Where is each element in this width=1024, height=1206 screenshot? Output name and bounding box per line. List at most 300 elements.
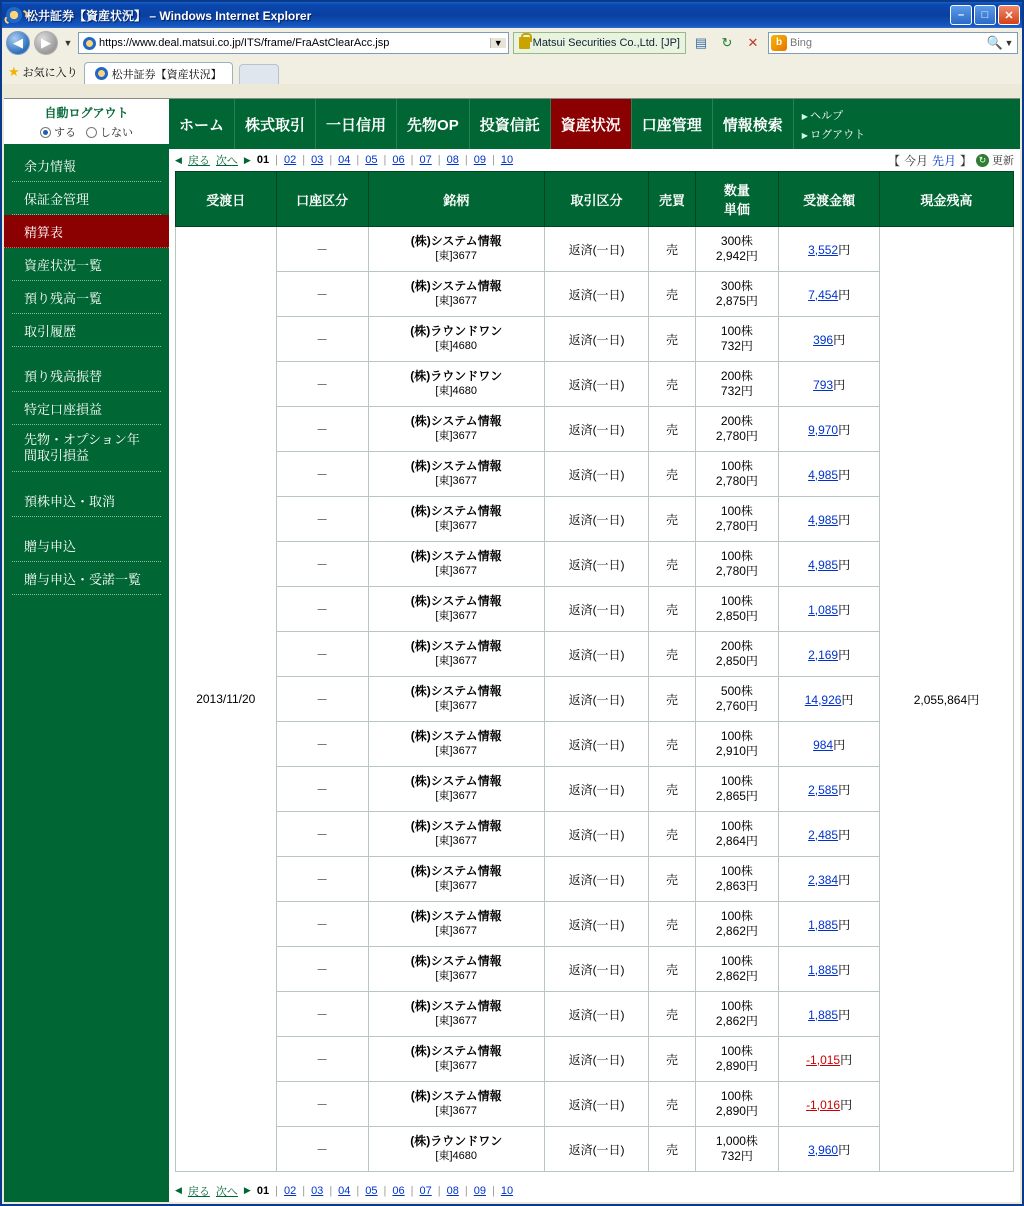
pager-page-08-bottom[interactable]: 08 [446,1184,459,1197]
logout-link[interactable]: ▶ ログアウト [802,126,865,142]
pager-page-09[interactable]: 09 [473,154,486,166]
cell-buy-sell: 売 [649,587,695,632]
unit-price: 2,850円 [715,609,758,623]
issue-name: (株)システム情報 [410,1044,502,1059]
cell-trade-type: 返済(一日) [544,857,649,902]
browser-tab[interactable] [84,62,233,84]
quantity: 100株 [720,459,753,473]
refresh-button[interactable] [976,152,1014,168]
month-bracket-left: 【 [887,153,900,168]
address-bar[interactable] [78,32,509,54]
quantity: 500株 [720,684,753,698]
cell-settlement-amount [779,992,880,1037]
issue-name: (株)システム情報 [410,909,502,924]
nav-label: 先物OP [407,116,459,134]
settlement-amount-link[interactable]: 7,454 [808,287,839,302]
currency-unit: 円 [838,1007,851,1022]
tab-koza-kanri[interactable] [632,99,713,149]
tab-label: 松井証券【資産状況】 [111,68,222,81]
cell-qty-price [695,857,779,902]
cell-qty-price [695,677,779,722]
nav-label: 資産状況 [560,116,621,134]
auto-logout-on-label: する [54,126,76,139]
issue-name: (株)システム情報 [410,234,502,249]
quantity: 100株 [720,1089,753,1103]
refresh-label: 更新 [992,155,1014,167]
tab-kabushiki-torihiki[interactable] [235,99,316,149]
settlement-amount-link[interactable]: -1,016 [806,1097,841,1112]
cell-trade-type: 返済(一日) [544,407,649,452]
sidebar-item-label: 余力情報 [24,159,77,174]
quantity: 100株 [720,594,753,608]
cell-trade-type: 返済(一日) [544,992,649,1037]
cell-trade-type: 返済(一日) [544,632,649,677]
tab-toshi-shintaku[interactable] [470,99,551,149]
refresh-circle-icon: ↻ [976,154,989,167]
cell-qty-price [695,722,779,767]
issue-name: (株)システム情報 [410,639,502,654]
search-dropdown-icon[interactable]: ▼ [1004,38,1014,48]
settlement-amount-link[interactable]: 2,384 [808,872,839,887]
col-settlement-amount: 受渡金額 [779,172,880,227]
sidebar-item-zoyojudaku[interactable] [12,562,161,595]
currency-unit: 円 [838,602,851,617]
cell-settlement-amount [779,677,880,722]
cell-settlement-date: 2013/11/20 [176,227,277,1172]
prev-month-link[interactable]: 先月 [931,153,956,168]
currency-unit: 円 [838,647,851,662]
cell-qty-price [695,632,779,677]
sidebar-item-hoshokin[interactable] [12,182,161,215]
pager-bottom: ◀ 戻る 次へ ▶ 01 | 02 | 03 | 04 | 05 | 06 | 07 | 08 | 09 | 10 [175,1184,514,1198]
cell-buy-sell: 売 [649,677,695,722]
cell-account-type: － [276,227,368,272]
cell-qty-price [695,317,779,362]
cell-qty-price [695,947,779,992]
cell-trade-type: 返済(一日) [544,947,649,992]
cell-issue [368,767,544,812]
pager-page-10[interactable]: 10 [500,154,514,166]
cell-settlement-amount [779,317,880,362]
pager-next-link[interactable]: 次へ [215,155,238,167]
unit-price: 2,760円 [715,699,758,713]
help-link[interactable]: ▶ ヘルプ [802,107,865,123]
cell-buy-sell: 売 [649,1127,695,1172]
settlement-amount-link[interactable]: 9,970 [808,422,839,437]
cell-account-type: － [276,362,368,407]
cell-settlement-amount [779,812,880,857]
cell-issue [368,947,544,992]
currency-unit: 円 [838,512,851,527]
cell-account-type: － [276,1082,368,1127]
history-dropdown-icon[interactable]: ▼ [63,38,73,48]
currency-unit: 円 [840,1052,853,1067]
pager-page-01-bottom[interactable]: 01 [256,1184,270,1197]
cell-trade-type: 返済(一日) [544,812,649,857]
cell-settlement-amount [779,362,880,407]
new-tab-button[interactable] [239,64,279,84]
address-dropdown-icon[interactable]: ▼ [490,38,506,48]
pager-page-05-bottom[interactable]: 05 [365,1184,378,1197]
col-cash-balance: 現金残高 [879,172,1013,227]
col-issue: 銘柄 [368,172,544,227]
settlement-amount-link[interactable]: 793 [813,377,834,392]
issue-name: (株)システム情報 [410,414,502,429]
bing-icon: b [771,35,787,51]
cell-account-type: － [276,992,368,1037]
cell-trade-type: 返済(一日) [544,272,649,317]
minimize-button[interactable]: – [950,5,972,25]
cell-settlement-amount [779,1037,880,1082]
sidebar-item-sakimono-option[interactable] [12,425,161,472]
cell-buy-sell: 売 [649,902,695,947]
quantity: 100株 [720,504,753,518]
auto-logout-on-option[interactable] [40,124,76,140]
sidebar-item-zoyomoshikomi[interactable] [12,529,161,562]
cell-settlement-amount [779,902,880,947]
pager-page-06-bottom[interactable]: 06 [392,1184,405,1197]
cell-buy-sell: 売 [649,767,695,812]
cell-issue [368,1127,544,1172]
pager-page-09-bottom[interactable]: 09 [473,1184,486,1197]
col-settlement-date: 受渡日 [176,172,277,227]
settlement-amount-link[interactable]: 1,885 [808,917,839,932]
nav-help-group [794,99,873,149]
cell-qty-price [695,587,779,632]
issue-market-code: [東]3677 [435,970,477,982]
current-month-label: 今月 [903,153,928,168]
cell-account-type: － [276,857,368,902]
window-title: 松井証券【資産状況】 – Windows Internet Explorer [26,8,312,23]
sidebar-divider [4,472,169,484]
tab-joho-kensaku[interactable] [713,99,794,149]
cell-issue [368,1037,544,1082]
pager-page-02[interactable]: 02 [283,154,297,166]
issue-market-code: [東]3677 [435,880,477,892]
cell-issue [368,1082,544,1127]
table-header-row [176,172,1014,227]
cell-buy-sell: 売 [649,407,695,452]
sidebar-item-zandakafurikae[interactable] [12,359,161,392]
issue-name: (株)システム情報 [410,864,502,879]
cell-cash-balance: 2,055,864円 [879,227,1013,1172]
main-content [169,99,1020,1202]
issue-market-code: [東]3677 [435,700,477,712]
cell-buy-sell: 売 [649,1037,695,1082]
unit-price: 2,862円 [715,1014,758,1028]
sidebar-item-azukarikabu[interactable] [12,484,161,517]
cell-account-type: － [276,632,368,677]
tab-sakimono-op[interactable] [397,99,470,149]
topnav-filler [873,99,1020,149]
cell-issue [368,992,544,1037]
certificate-badge[interactable] [513,32,686,54]
pager-page-01[interactable]: 01 [256,154,270,166]
back-arrow-icon-bottom: ◀ [175,1185,182,1195]
issue-name: (株)システム情報 [410,954,502,969]
tab-home[interactable] [169,99,235,149]
refresh-icon[interactable]: ↻ [721,35,733,50]
cell-issue [368,362,544,407]
issue-name: (株)システム情報 [410,459,502,474]
cell-trade-type: 返済(一日) [544,767,649,812]
unit-price: 2,864円 [715,834,758,848]
pager-next-link-bottom[interactable]: 次へ [215,1185,238,1198]
issue-name: (株)ラウンドワン [410,1134,503,1149]
sidebar-item-shisanjokyo[interactable] [12,248,161,281]
cell-settlement-amount [779,947,880,992]
cell-account-type: － [276,947,368,992]
sidebar-item-label: 取引履歴 [24,324,77,339]
cell-buy-sell: 売 [649,812,695,857]
cell-settlement-amount [779,407,880,452]
pager-page-06[interactable]: 06 [392,154,405,166]
sidebar-divider [4,347,169,359]
sidebar-item-azukarizandaka[interactable] [12,281,161,314]
cell-account-type: － [276,1127,368,1172]
issue-market-code: [東]3677 [435,745,477,757]
issue-market-code: [東]3677 [435,430,477,442]
page-content [4,98,1020,1202]
cell-buy-sell: 売 [649,497,695,542]
pager-top: ◀ 戻る 次へ ▶ 01 | 02 | 03 | 04 | 05 | 06 | 07 | 08 | 09 | 10 【 今月 先月 】 ↻ 更新 [169,149,1020,171]
issue-name: (株)システム情報 [410,594,502,609]
unit-price: 2,780円 [715,474,758,488]
cell-qty-price [695,542,779,587]
search-input[interactable]: Bing [790,37,813,49]
cell-qty-price [695,992,779,1037]
settlement-amount-link[interactable]: 396 [813,332,834,347]
settlement-amount-link[interactable]: 984 [813,737,834,752]
settlement-amount-link[interactable]: 4,985 [808,512,839,527]
quantity: 100株 [720,549,753,563]
cell-issue [368,452,544,497]
table-row [176,227,1014,272]
quantity: 100株 [720,1044,753,1058]
auto-logout-off-option[interactable] [86,124,133,140]
unit-price: 732円 [720,339,753,353]
currency-unit: 円 [838,287,851,302]
sidebar-item-label: 預り残高一覧 [24,291,103,306]
cell-buy-sell: 売 [649,992,695,1037]
issue-name: (株)システム情報 [410,279,502,294]
cell-buy-sell: 売 [649,227,695,272]
quantity: 100株 [720,774,753,788]
col-qty-price: 数量 単価 [695,172,779,227]
favorites-label: お気に入り [22,67,78,79]
compatibility-view-icon[interactable]: ▤ [694,35,708,50]
sidebar-item-yoryoku[interactable] [12,149,161,182]
pager-page-03[interactable]: 03 [311,154,324,166]
pager-page-02-bottom[interactable]: 02 [283,1184,297,1197]
quantity: 100株 [720,324,753,338]
unit-price: 2,942円 [715,249,758,263]
cell-qty-price [695,497,779,542]
currency-unit: 円 [838,1142,851,1157]
cell-trade-type: 返済(一日) [544,902,649,947]
top-navigation [169,99,1020,149]
settlement-amount-link[interactable]: 4,985 [808,467,839,482]
cell-issue [368,632,544,677]
issue-market-code: [東]4680 [435,385,477,397]
cell-settlement-amount [779,587,880,632]
cell-buy-sell: 売 [649,722,695,767]
auto-logout-panel [4,99,169,145]
settlement-table-container [169,171,1020,1176]
stop-icon[interactable]: ✕ [747,35,759,50]
pager-page-05[interactable]: 05 [365,154,378,166]
issue-market-code: [東]3677 [435,1060,477,1072]
settlement-amount-link[interactable]: 2,585 [808,782,839,797]
settlement-amount-link[interactable]: 2,169 [808,647,839,662]
address-url[interactable]: https://www.deal.matsui.co.jp/ITS/frame/FraAstClearAcc.jsp [99,37,390,49]
settlement-amount-link[interactable]: 4,985 [808,557,839,572]
unit-price: 2,780円 [715,429,758,443]
search-box[interactable] [768,32,1018,54]
issue-market-code: [東]4680 [435,1150,477,1162]
unit-price: 2,780円 [715,519,758,533]
sidebar-item-tokuteikoza[interactable] [12,392,161,425]
pager-back-link[interactable]: 戻る [187,155,210,167]
cell-settlement-amount [779,632,880,677]
issue-market-code: [東]3677 [435,475,477,487]
quantity: 100株 [720,729,753,743]
cell-settlement-amount [779,272,880,317]
settlement-amount-link[interactable]: 3,552 [808,242,839,257]
cell-qty-price [695,362,779,407]
currency-unit: 円 [833,737,846,752]
issue-name: (株)システム情報 [410,729,502,744]
settlement-amount-link[interactable]: 3,960 [808,1142,839,1157]
pager-page-07[interactable]: 07 [419,154,432,166]
cell-trade-type: 返済(一日) [544,1082,649,1127]
unit-price: 2,862円 [715,969,758,983]
issue-market-code: [東]3677 [435,925,477,937]
next-arrow-icon: ▶ [243,154,251,165]
cell-account-type: － [276,722,368,767]
cell-trade-type: 返済(一日) [544,452,649,497]
pager-page-08[interactable]: 08 [446,154,459,166]
currency-unit: 円 [840,1097,853,1112]
quantity: 100株 [720,999,753,1013]
cell-settlement-amount [779,1127,880,1172]
currency-unit: 円 [838,242,851,257]
issue-name: (株)システム情報 [410,1089,502,1104]
currency-unit: 円 [838,827,851,842]
cell-trade-type: 返済(一日) [544,362,649,407]
col-buy-sell: 売買 [649,172,695,227]
unit-price: 2,890円 [715,1059,758,1073]
close-button[interactable]: ✕ [998,5,1020,25]
nav-label: 情報検索 [722,116,783,134]
cell-account-type: － [276,767,368,812]
cell-account-type: － [276,542,368,587]
pager-back-link-bottom[interactable]: 戻る [187,1185,210,1198]
sidebar-item-label: 特定口座損益 [24,402,103,417]
currency-unit: 円 [838,422,851,437]
issue-name: (株)システム情報 [410,504,502,519]
sidebar [4,99,169,1202]
settlement-amount-link[interactable]: -1,015 [806,1052,841,1067]
settlement-amount-link[interactable]: 1,885 [808,1007,839,1022]
cell-trade-type: 返済(一日) [544,497,649,542]
cell-buy-sell: 売 [649,1082,695,1127]
sidebar-item-torihikirireki[interactable] [12,314,161,347]
currency-unit: 円 [838,467,851,482]
favorites-button[interactable] [8,64,78,84]
sidebar-menu [4,145,169,595]
cell-issue [368,227,544,272]
cell-qty-price [695,407,779,452]
pager-page-04-bottom[interactable]: 04 [338,1184,351,1197]
cell-issue [368,542,544,587]
sidebar-item-label: 贈与申込・受諾一覧 [24,571,142,587]
pager-page-03-bottom[interactable]: 03 [311,1184,324,1197]
forward-button[interactable]: ▶ [34,31,58,55]
quantity: 200株 [720,639,753,653]
cell-account-type: － [276,812,368,857]
sidebar-item-label: 預り残高振替 [24,369,103,384]
settlement-amount-link[interactable]: 1,885 [808,962,839,977]
nav-label: 一日信用 [326,116,387,134]
cell-buy-sell: 売 [649,632,695,677]
sidebar-item-seisanhyo[interactable] [4,215,169,248]
cell-account-type: － [276,1037,368,1082]
cell-trade-type: 返済(一日) [544,227,649,272]
cell-issue [368,407,544,452]
pager-page-10-bottom[interactable]: 10 [500,1184,514,1197]
cell-buy-sell: 売 [649,317,695,362]
sidebar-item-label: 先物・オプション年間取引損益 [24,432,140,464]
search-icon[interactable]: 🔍 [986,35,1004,50]
unit-price: 732円 [720,1149,753,1163]
back-button[interactable]: ◀ [6,31,30,55]
radio-off-icon[interactable] [86,127,97,138]
auto-logout-off-label: しない [100,126,133,139]
settlement-amount-link[interactable]: 14,926 [804,692,842,707]
cell-settlement-amount [779,1082,880,1127]
tab-shisan-jokyo[interactable] [551,99,632,149]
unit-price: 2,910円 [715,744,758,758]
issue-market-code: [東]3677 [435,655,477,667]
sidebar-item-label: 保証金管理 [24,192,90,207]
tab-ichinichi-shinyo[interactable] [316,99,397,149]
pager-page-07-bottom[interactable]: 07 [419,1184,432,1197]
lock-icon [519,37,530,49]
issue-name: (株)システム情報 [410,819,502,834]
cell-account-type: － [276,317,368,362]
cell-qty-price [695,767,779,812]
cell-trade-type: 返済(一日) [544,1127,649,1172]
issue-name: (株)システム情報 [410,549,502,564]
radio-on-icon[interactable] [40,127,51,138]
pager-page-04[interactable]: 04 [338,154,351,166]
cell-settlement-amount [779,497,880,542]
cell-qty-price [695,272,779,317]
cell-buy-sell: 売 [649,542,695,587]
quantity: 1,000株 [715,1134,758,1148]
issue-market-code: [東]3677 [435,790,477,802]
nav-label: 株式取引 [245,116,306,134]
maximize-button[interactable]: □ [974,5,996,25]
settlement-amount-link[interactable]: 2,485 [808,827,839,842]
quantity: 200株 [720,414,753,428]
cell-issue [368,272,544,317]
settlement-table [175,171,1014,1172]
page-icon [81,35,97,51]
issue-name: (株)システム情報 [410,684,502,699]
settlement-amount-link[interactable]: 1,085 [808,602,839,617]
